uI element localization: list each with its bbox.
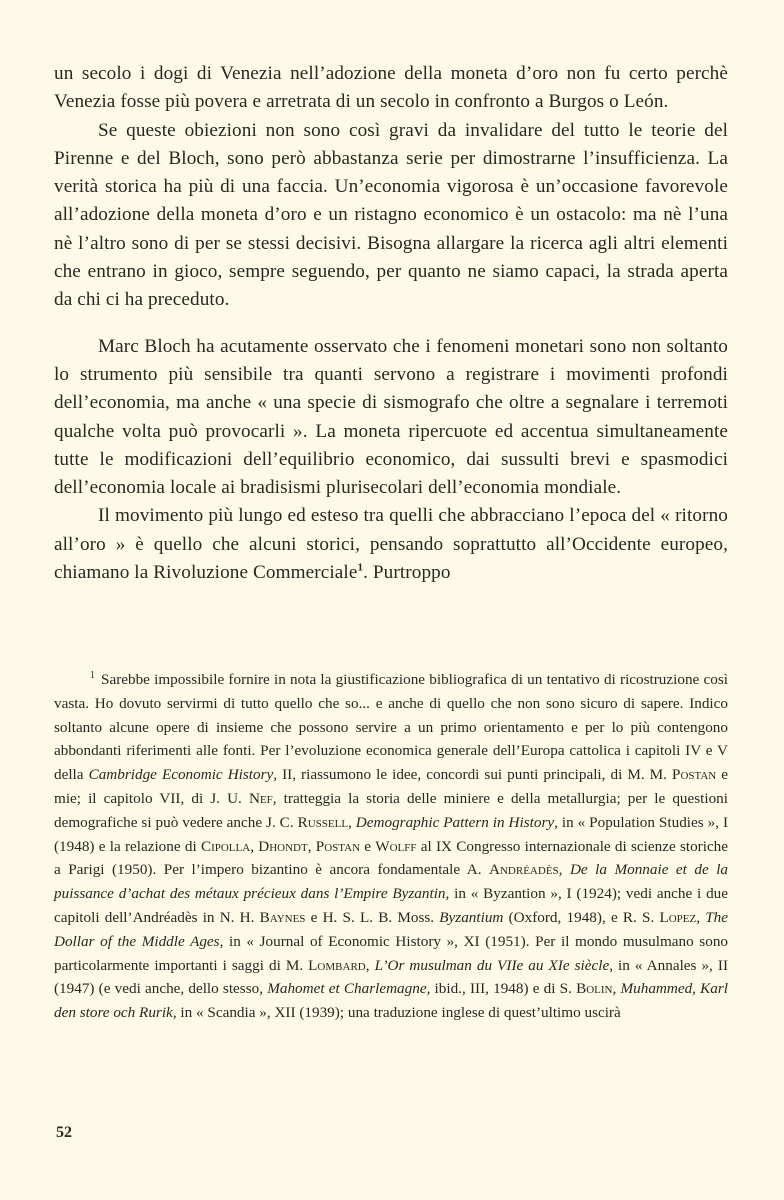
- citation-title: Mahomet et Charlemagne: [267, 980, 427, 998]
- paragraph-4-text: Il movimento più lungo ed esteso tra quelli che abbracciano l’epoca del « ritorno all’oro » è quello che alcuni storici, pensando soprattutto all’Occidente europeo, chiamano la Rivoluzione Commerciale: [54, 505, 728, 584]
- footnote-segment: ,: [307, 837, 316, 855]
- footnote-segment: e: [360, 837, 376, 855]
- author-name: Postan: [672, 766, 717, 784]
- citation-title: The Dollar of the Middle Ages: [54, 908, 729, 950]
- citation-title: Muhammed, Karl den store och Rurik: [54, 980, 729, 1022]
- footnote-segment: ,: [696, 908, 706, 926]
- author-name: Wolff: [375, 837, 417, 855]
- footnote-segment: , in « Journal of Economic History », XI (1951). Per il mondo musulmano sono particolarmente importanti i saggi di M.: [54, 932, 729, 974]
- footnote-number: 1: [90, 669, 95, 681]
- paragraph-1: un secolo i dogi di Venezia nell’adozione della moneta d’oro non fu certo perchè Venezia fosse più povera e arretrata di un secolo in confronto a Burgos o León.: [54, 63, 728, 113]
- paragraph-2: Se queste obiezioni non sono così gravi da invalidare del tutto le teorie del Pirenne e del Bloch, sono però abbastanza serie per dimostrarne l’insufficienza. La verità storica ha più di una faccia. Un’economia vigorosa è un’occasione favorevole all’adozione della moneta d’oro e un ristagno economico è un ostacolo: ma nè l’una nè l’altro sono di per se stessi decisivi. Bisogna allargare la ricerca agli altri elementi che entrano in gioco, sempre seguendo, per quanto ne siamo capaci, la strada aperta da chi ci ha preceduto.: [54, 119, 728, 311]
- footnote-segment: , in « Scandia », XII (1939); una traduzione inglese di quest’ultimo uscirà: [172, 1004, 621, 1022]
- paragraph-4: [54, 502, 728, 587]
- footnote-segment: , in « Population Studies », I (1948) e la relazione di: [54, 813, 729, 855]
- author-name: Baynes: [259, 908, 306, 926]
- footnote-text: [54, 671, 728, 1021]
- footnote-segment: , in « Byzantion », I (1924); vedi anche i due capitoli dell’Andréadès in N. H.: [54, 885, 729, 926]
- footnote-segment: ,: [612, 980, 621, 998]
- paragraph-3: Marc Bloch ha acutamente osservato che i fenomeni monetari sono non soltanto lo strumento più sensibile tra quanti servono a registrare i movimenti profondi dell’economia, ma anche « una specie di sismografo che oltre a segnalare i terremoti qualche volta può provocarli ». La moneta ripercuote ed accentua simultaneamente tutte le modificazioni dell’equilibrio economico, dai sussulti brevi e spasmodici dell’economia locale ai bradisismi plurisecolari dell’economia mondiale.: [54, 335, 728, 499]
- citation-title: Demographic Pattern in History: [355, 813, 555, 831]
- author-name: Nef: [248, 789, 273, 807]
- footnote-segment: ,: [250, 837, 259, 855]
- paragraph-4-tail: . Purtroppo: [363, 562, 451, 584]
- footnote-1: [54, 668, 728, 1025]
- page-body: [54, 60, 728, 587]
- footnote-segment: , II, riassumono le idee, concordi sui punti principali, di M. M.: [273, 766, 672, 784]
- author-name: Postan: [315, 837, 361, 855]
- footnote-segment: (Oxford, 1948), e R. S.: [503, 908, 660, 926]
- author-name: Andréadès: [489, 861, 559, 879]
- footnote-segment: Sarebbe impossibile fornire in nota la giustificazione bibliografica di un tentativo di ricostruzione così vasta. Ho dovuto servirmi di tutto quello che so... e anche di quello che non sono sicuro di sapere. Indico soltanto alcune opere di insieme che possono servire a un primo orientamento e per lo più contengono abbondanti riferimenti alle fonti. Per l’evoluzione economica generale dell’Europa cattolica i capitoli IV e V della: [54, 671, 728, 784]
- footnote-segment: , ibid., III, 1948) e di S.: [426, 980, 577, 998]
- footnote-segment: e mie; il capitolo VII, di J. U.: [54, 766, 729, 807]
- citation-title: De la Monnaie et de la puissance d’achat des métaux précieux dans l’Empire Byzantin: [54, 861, 729, 903]
- page-number: 52: [56, 1124, 72, 1141]
- footnote-segment: ,: [365, 956, 375, 974]
- author-name: Lombard: [308, 956, 366, 974]
- footnote-segment: ,: [348, 813, 356, 831]
- footnote-reference[interactable]: 1: [357, 561, 364, 574]
- footnote-segment: e H. S. L. B. Moss.: [305, 908, 440, 926]
- author-name: Dhondt: [258, 837, 308, 855]
- author-name: Bolin: [576, 980, 613, 998]
- citation-title: Byzantium: [439, 908, 504, 926]
- author-name: Russell: [297, 813, 349, 831]
- citation-title: Cambridge Economic History: [88, 766, 274, 784]
- author-name: Cipolla: [200, 837, 251, 855]
- main-text: [54, 60, 728, 587]
- footnote-segment: al IX Congresso internazionale di scienze storiche a Parigi (1950). Per l’impero bizantino è ancora fondamentale A.: [54, 837, 729, 879]
- footnote-segment: , tratteggia la storia delle miniere e della metallurgia; per le questioni demografiche si può vedere anche J. C.: [54, 789, 728, 831]
- footnote-segment: ,: [558, 861, 570, 879]
- footnote-segment: , in « Annales », II (1947) (e vedi anche, dello stesso,: [54, 956, 729, 998]
- author-name: Lopez: [659, 908, 697, 926]
- footnotes: [54, 668, 728, 1025]
- citation-title: L’Or musulman du VIIe au XIe siècle: [374, 956, 610, 974]
